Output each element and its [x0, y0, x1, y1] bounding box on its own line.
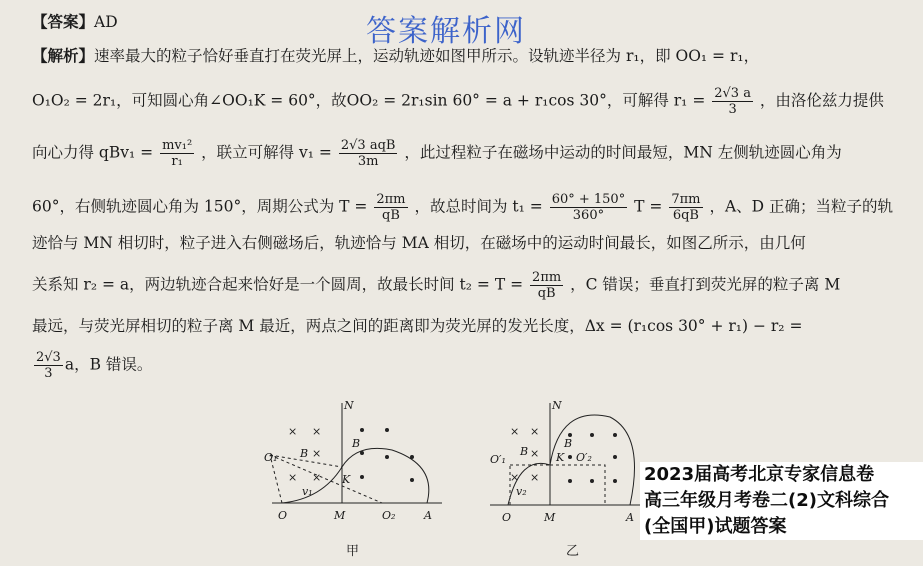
fraction-r1 [712, 86, 753, 117]
fraction-num: mv₁² [162, 138, 193, 153]
label-B-right: B [352, 437, 361, 450]
fraction-den: 3 [44, 366, 53, 381]
svg-text:×: × [312, 471, 322, 484]
analysis-text-4d: ，A、D 正确；当粒子的轨 [709, 197, 893, 216]
figure-right [480, 395, 640, 545]
fraction-num: 2πm [376, 192, 406, 207]
label-O: O [278, 509, 288, 522]
answer-value: AD [94, 13, 118, 31]
fraction-num: 60° + 150° [551, 192, 626, 207]
analysis-line-8 [32, 350, 152, 381]
exam-title-banner [640, 462, 923, 540]
label-B-left: B [300, 447, 309, 460]
answer-label: 【答案】 [32, 12, 95, 31]
fraction-den: 6qB [672, 208, 699, 223]
label-O2p: O′₂ [576, 451, 592, 464]
answer-line [32, 12, 118, 32]
analysis-text-3b: ，联立可解得 v₁ = [201, 143, 332, 162]
analysis-text-3a: 向心力得 qBv₁ = [32, 143, 154, 162]
fraction-v1 [339, 138, 398, 169]
svg-text:×: × [288, 425, 298, 438]
label-B-left: B [520, 445, 529, 458]
fraction-t2 [530, 270, 563, 301]
svg-text:×: × [530, 447, 540, 460]
analysis-text-4c: T = [634, 197, 663, 216]
fraction-den: qB [537, 286, 556, 301]
fraction-num: 2√3 a [714, 86, 751, 101]
label-K: K [556, 451, 565, 464]
fraction-den: 3 [728, 102, 737, 117]
analysis-text-2b: ，由洛伦兹力提供 [759, 91, 884, 110]
analysis-line-1 [32, 46, 759, 66]
banner-line-2: 高三年级月考卷二(2)文科综合 [644, 490, 889, 511]
analysis-text-1: 速率最大的粒子恰好垂直打在荧光屏上，运动轨迹如图甲所示。设轨迹半径为 r₁，即 OO₁ = r₁， [94, 47, 760, 65]
analysis-line-5 [32, 233, 806, 253]
fraction-num: 7πm [671, 192, 701, 207]
fraction-dx [34, 350, 63, 381]
svg-text:×: × [510, 425, 520, 438]
analysis-line-7 [32, 316, 802, 336]
fraction-num: 2√3 [36, 350, 61, 365]
label-M: M [334, 509, 346, 522]
analysis-text-4b: ，故总时间为 t₁ = [414, 197, 543, 216]
label-O1p: O′₁ [490, 453, 506, 466]
label-O2: O₂ [382, 509, 396, 522]
label-N: N [552, 399, 562, 412]
fraction-den: qB [382, 208, 400, 223]
analysis-line-2 [32, 86, 884, 117]
dashed-square-right [550, 465, 605, 505]
analysis-text-6a: 关系知 r₂ = a，两边轨迹合起来恰好是一个圆周，故最长时间 t₂ = T = [32, 275, 524, 294]
watermark-text: 答案解析网 [366, 14, 526, 49]
label-B-right: B [564, 437, 573, 450]
fraction-num: 2πm [532, 270, 562, 285]
fraction-angle [550, 192, 628, 223]
trajectory-path [508, 415, 635, 505]
label-N: N [344, 399, 354, 412]
label-O: O [502, 511, 512, 524]
analysis-line-6 [32, 270, 840, 301]
label-K: K [342, 473, 351, 486]
svg-text:×: × [530, 425, 540, 438]
fraction-centripetal [160, 138, 194, 169]
analysis-text-4a: 60°，右侧轨迹圆心角为 150°，周期公式为 T = [32, 197, 368, 216]
label-v2: v₂ [516, 485, 527, 498]
analysis-text-2a: O₁O₂ = 2r₁，可知圆心角∠OO₁K = 60°，故OO₂ = 2r₁sin 60° = a + r₁cos 30°，可解得 r₁ = [32, 91, 706, 110]
fraction-den: r₁ [171, 154, 183, 169]
figure-left-caption: 甲 [346, 544, 360, 559]
label-v1: v₁ [302, 485, 313, 498]
svg-text:×: × [530, 471, 540, 484]
fraction-den: 360° [572, 208, 605, 223]
radius-dashed-2 [270, 455, 382, 503]
label-M: M [544, 511, 556, 524]
label-A: A [626, 511, 634, 524]
label-A: A [424, 509, 432, 522]
fraction-t1 [669, 192, 702, 223]
label-O1: O₁ [264, 451, 278, 464]
svg-text:×: × [312, 447, 322, 460]
analysis-line-4 [32, 192, 893, 223]
fraction-num: 2√3 aqB [340, 138, 396, 153]
analysis-text-7: 最远，与荧光屏相切的粒子离 M 最近，两点之间的距离即为荧光屏的发光长度，Δx = (r₁cos 30° + r₁) − r₂ = [32, 317, 803, 335]
svg-text:×: × [510, 471, 520, 484]
svg-text:×: × [288, 471, 298, 484]
analysis-line-3 [32, 138, 842, 169]
analysis-text-5: 迹恰与 MN 相切时，粒子进入右侧磁场后，轨迹恰与 MA 相切，在磁场中的运动时间最长，如图乙所示，由几何 [32, 234, 806, 252]
fraction-period [374, 192, 407, 223]
analysis-label: 【解析】 [32, 46, 95, 65]
figure-right-caption: 乙 [566, 544, 580, 559]
figure-left [262, 395, 462, 545]
svg-text:×: × [312, 425, 322, 438]
banner-line-1: 2023届高考北京专家信息卷 [644, 464, 875, 485]
analysis-text-6b: ，C 错误；垂直打到荧光屏的粒子离 M [570, 275, 841, 294]
analysis-text-8: a，B 错误。 [64, 355, 153, 374]
fraction-den: 3m [357, 154, 379, 169]
banner-line-3: (全国甲)试题答案 [644, 516, 787, 537]
analysis-text-3c: ，此过程粒子在磁场中运动的时间最短，MN 左侧轨迹圆心角为 [404, 143, 842, 162]
